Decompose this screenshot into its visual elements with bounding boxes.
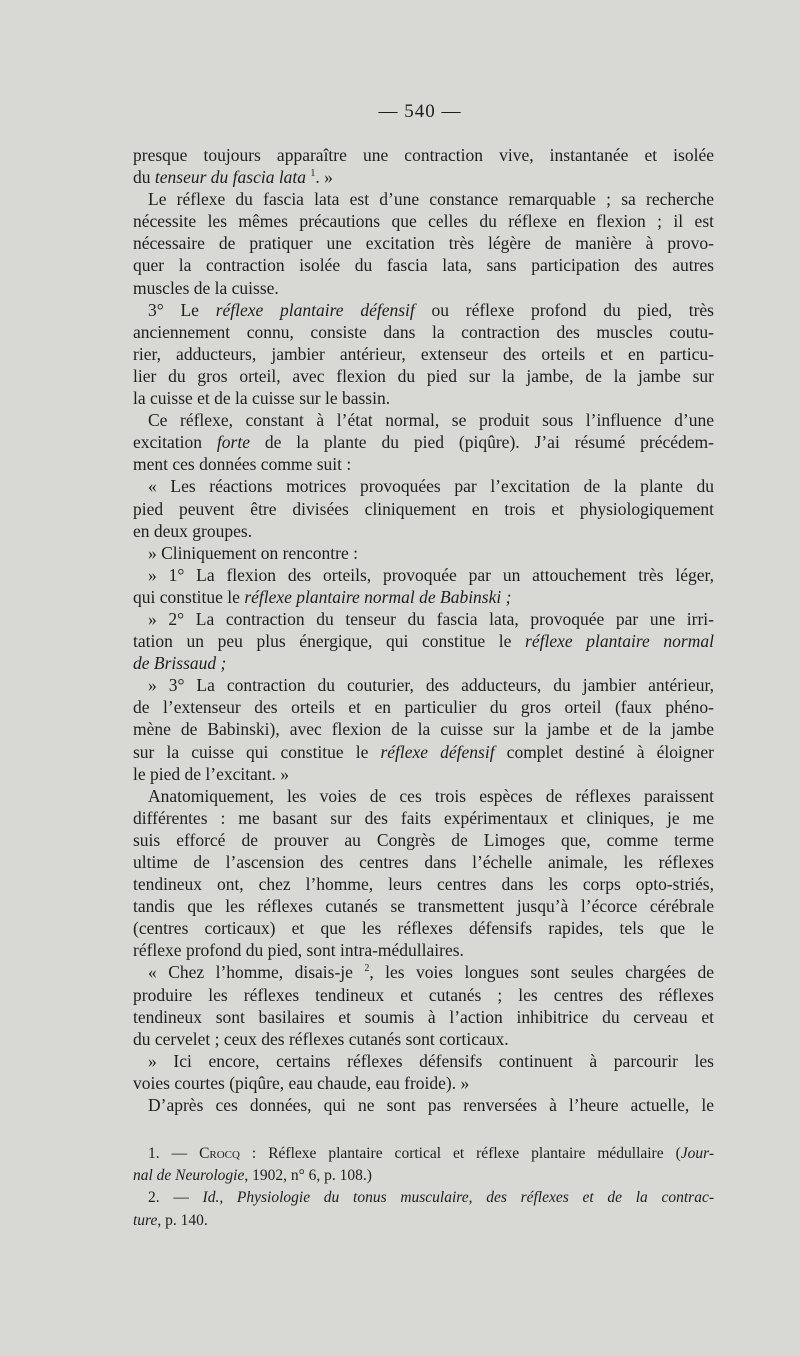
text-segment: 3° Le: [148, 299, 216, 320]
text-line: [133, 210, 714, 232]
italic-text: réflexe défensif: [380, 741, 495, 762]
text-segment: anciennement connu, consiste dans la contraction des muscles coutu-: [133, 321, 714, 342]
text-line: [133, 1072, 714, 1094]
text-segment: ment ces données comme suit :: [133, 454, 352, 475]
text-segment: rier, adducteurs, jambier antérieur, extenseur des orteils et en particu-: [133, 343, 714, 364]
italic-text: tenseur du fascia lata: [154, 167, 307, 188]
text-line: [133, 564, 714, 586]
text-segment: tendineux ont, chez l’homme, leurs centres dans les corps opto-striés,: [133, 874, 714, 895]
footnotes: [133, 1143, 714, 1232]
text-line: [133, 542, 714, 564]
footnote-marker: 1: [310, 168, 316, 180]
text-segment: ou réflexe profond du pied, très: [414, 299, 714, 320]
text-segment: la cuisse et de la cuisse sur le bassin.: [133, 388, 391, 409]
text-segment: tation un peu plus énergique, qui constitue le: [133, 631, 526, 652]
footnote-line: [133, 1210, 714, 1232]
text-line: [133, 674, 714, 696]
text-segment: ultime de l’ascension des centres dans l’échelle animale, les réflexes: [133, 852, 714, 872]
italic-text: de Brissaud ;: [133, 653, 227, 674]
text-line: [133, 984, 714, 1006]
text-segment: mène de Babinski), avec flexion de la cuisse sur la jambe et de la jambe: [133, 719, 714, 740]
text-segment: pied peuvent être divisées cliniquement en trois et physiologiquement: [133, 498, 714, 519]
text-line: [133, 188, 714, 210]
text-segment: complet destiné à éloigner: [494, 741, 714, 762]
italic-text: réflexe plantaire normal: [525, 631, 714, 652]
text-line: [133, 696, 714, 718]
text-line: [133, 917, 714, 939]
text-line: [133, 232, 714, 254]
text-segment: nécessaire de pratiquer une excitation très légère de manière à provo-: [133, 233, 714, 254]
text-segment: du cervelet ; ceux des réflexes cutanés sont corticaux.: [133, 1028, 509, 1049]
text-segment: . »: [315, 167, 333, 188]
italic-text: réflexe plantaire défensif: [215, 299, 415, 320]
text-line: [133, 785, 714, 807]
text-segment: sur la cuisse qui constitue le: [133, 741, 381, 762]
text-segment: tandis que les réflexes cutanés se transmettent jusqu’à l’écorce cérébrale: [133, 896, 714, 917]
text-segment: voies courtes (piqûre, eau chaude, eau froide). »: [133, 1072, 470, 1093]
text-line: [133, 1094, 714, 1116]
text-segment: Anatomiquement, les voies de ces trois espèces de réflexes paraissent: [148, 785, 714, 806]
text-line: [133, 343, 714, 365]
italic-text: ture: [133, 1211, 158, 1229]
text-segment: (centres corticaux) et que les réflexes défensifs rapides, tels que le: [133, 918, 714, 939]
text-line: [133, 498, 714, 520]
text-segment: quer la contraction isolée du fascia lata, sans participation des autres: [133, 255, 714, 276]
text-line: [133, 851, 714, 873]
text-line: [133, 475, 714, 497]
text-segment: , les voies longues sont seules chargées de: [369, 962, 714, 983]
text-line: [133, 718, 714, 740]
text-line: [133, 453, 714, 475]
text-line: [133, 873, 714, 895]
text-line: [133, 630, 714, 652]
text-segment: » 2° La contraction du tenseur du fascia lata, provoquée par une irri-: [148, 608, 714, 629]
text-segment: Ce réflexe, constant à l’état normal, se produit sous l’influence d’une: [148, 410, 714, 431]
text-segment: presque toujours apparaître une contraction vive, instantanée et isolée: [133, 145, 714, 165]
text-line: [133, 763, 714, 785]
body-text: [133, 144, 714, 1116]
text-segment: « Les réactions motrices provoquées par l’excitation de la plante du: [148, 476, 714, 497]
text-line: [133, 299, 714, 321]
footnote-line: [133, 1187, 714, 1209]
text-line: [133, 586, 714, 608]
text-segment: muscles de la cuisse.: [133, 277, 279, 298]
text-line: [133, 829, 714, 851]
text-segment: Crocq: [199, 1145, 240, 1162]
text-segment: lier du gros orteil, avec flexion du pied sur la jambe, de la jambe sur: [133, 365, 714, 386]
text-line: [133, 254, 714, 276]
text-line: [133, 277, 714, 299]
text-line: [133, 520, 714, 542]
italic-text: Id., Physiologie du tonus musculaire, des réflexes et de la contrac-: [202, 1189, 714, 1207]
text-segment: 1. —: [148, 1145, 200, 1162]
text-segment: « Chez l’homme, disais-je: [148, 962, 365, 983]
text-segment: » Ici encore, certains réflexes défensifs continuent à parcourir les: [148, 1050, 714, 1071]
text-line: [133, 166, 714, 188]
text-line: [133, 652, 714, 674]
text-segment: 2. —: [148, 1189, 203, 1207]
text-line: [133, 144, 714, 166]
text-line: [133, 1050, 714, 1072]
text-segment: en deux groupes.: [133, 520, 253, 541]
text-line: [133, 1028, 714, 1050]
text-segment: : Réflexe plantaire cortical et réflexe plantaire médullaire (: [239, 1145, 681, 1162]
text-segment: , p. 140.: [157, 1211, 208, 1229]
text-segment: nécessite les mêmes précautions que celles du réflexe en flexion ; il est: [133, 211, 714, 232]
text-segment: » 1° La flexion des orteils, provoquée par un attouchement très léger,: [148, 564, 714, 585]
text-line: [133, 961, 714, 983]
text-segment: » 3° La contraction du couturier, des adducteurs, du jambier antérieur,: [148, 675, 714, 696]
italic-text: réflexe plantaire normal de Babinski ;: [244, 586, 512, 607]
text-segment: , 1902, n° 6, p. 108.): [244, 1167, 372, 1185]
text-segment: de la plante du pied (piqûre). J’ai résumé précédem-: [249, 432, 714, 453]
italic-text: forte: [216, 432, 250, 453]
footnote-line: [133, 1165, 714, 1187]
text-line: [133, 939, 714, 961]
text-line: [133, 895, 714, 917]
footnote-marker: 2: [364, 963, 370, 975]
italic-text: nal de Neurologie: [133, 1167, 245, 1185]
text-segment: du: [133, 167, 155, 188]
text-line: [133, 321, 714, 343]
text-line: [133, 387, 714, 409]
italic-text: Jour-: [680, 1145, 714, 1162]
text-line: [133, 1006, 714, 1028]
text-segment: qui constitue le: [133, 586, 245, 607]
text-segment: produire les réflexes tendineux et cutanés ; les centres des réflexes: [133, 984, 714, 1005]
text-segment: excitation: [133, 432, 217, 453]
text-segment: différentes : me basant sur des faits expérimentaux et cliniques, je me: [133, 807, 714, 828]
footnote-line: [133, 1143, 714, 1165]
text-segment: de l’extenseur des orteils et en particulier du gros orteil (faux phéno-: [133, 697, 714, 718]
text-line: [133, 807, 714, 829]
text-segment: Le réflexe du fascia lata est d’une constance remarquable ; sa recherche: [148, 189, 714, 210]
page-number: — 540 —: [378, 101, 462, 122]
text-line: [133, 431, 714, 453]
text-line: [133, 409, 714, 431]
text-segment: réflexe profond du pied, sont intra-médullaires.: [133, 940, 464, 961]
text-line: [133, 741, 714, 763]
text-segment: » Cliniquement on rencontre :: [148, 542, 358, 563]
text-segment: D’après ces données, qui ne sont pas renversées à l’heure actuelle, le: [148, 1095, 714, 1116]
text-segment: suis efforcé de prouver au Congrès de Limoges que, comme terme: [133, 829, 714, 850]
text-segment: tendineux sont basilaires et soumis à l’action inhibitrice du cerveau et: [133, 1006, 714, 1027]
text-line: [133, 608, 714, 630]
text-segment: le pied de l’excitant. »: [133, 763, 289, 784]
text-line: [133, 365, 714, 387]
